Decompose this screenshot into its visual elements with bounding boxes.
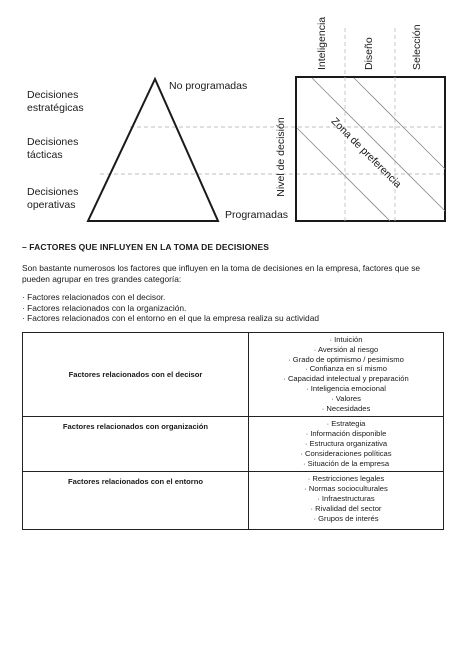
list-item: · Grado de optimismo / pesimismo	[288, 354, 404, 364]
category-cell	[23, 333, 249, 417]
label-line: Decisiones	[27, 136, 79, 148]
list-item: · Grupos de interés	[313, 513, 379, 523]
table-row	[23, 333, 444, 417]
y-axis-label: Nivel de decisión	[275, 117, 287, 197]
list-item: · Necesidades	[321, 403, 371, 413]
label-tactical	[27, 136, 78, 162]
list-item: · Restricciones legales	[307, 474, 385, 484]
label-line: operativas	[27, 199, 76, 211]
label-non-programmed: No programadas	[169, 80, 248, 92]
list-item: · Consideraciones políticas	[300, 448, 392, 458]
list-item: · Confianza en sí mismo	[305, 364, 387, 374]
factors-table	[22, 332, 444, 530]
column-header-2: Selección	[411, 24, 423, 70]
column-header-1: Diseño	[363, 37, 375, 70]
list-item: · Factores relacionados con el entorno en el que la empresa realiza su actividad	[22, 313, 320, 323]
category-label: Factores relacionados con organización	[62, 422, 209, 432]
label-line: tácticas	[27, 149, 63, 161]
list-item: · Estrategia	[326, 419, 366, 429]
column-header-0: Inteligencia	[316, 16, 328, 70]
zone-label: Zona de preferencia	[328, 115, 404, 191]
list-item: · Estructura organizativa	[304, 438, 388, 448]
decision-pyramid	[88, 79, 218, 221]
list-item: · Aversión al riesgo	[313, 344, 379, 354]
intro-line: pueden agrupar en tres grandes categoría:	[22, 273, 182, 284]
items-cell	[249, 472, 444, 530]
list-item: · Información disponible	[305, 429, 387, 439]
label-operational	[27, 186, 78, 212]
category-label: Factores relacionados con el decisor	[68, 370, 203, 380]
list-item: · Normas socioculturales	[304, 484, 388, 494]
intro-line: Son bastante numerosos los factores que influyen en la toma de decisiones en la empresa, factores que se	[22, 263, 421, 273]
list-item: · Rivalidad del sector	[310, 503, 382, 513]
items-cell	[249, 333, 444, 417]
label-line: Decisiones	[27, 186, 79, 198]
category-cell	[23, 472, 249, 530]
list-item: · Intuición	[329, 335, 363, 344]
list-item: · Capacidad intelectual y preparación	[283, 374, 409, 384]
items-cell	[249, 417, 444, 472]
list-item: · Situación de la empresa	[302, 458, 390, 468]
zone-boundary	[312, 78, 445, 211]
list-item: · Factores relacionados con la organización.	[22, 302, 187, 313]
section-title: – FACTORES QUE INFLUYEN EN LA TOMA DE DECISIONES	[22, 242, 270, 252]
category-label: Factores relacionados con el entorno	[67, 477, 204, 487]
label-line: estratégicas	[27, 102, 84, 114]
list-item: · Inteligencia emocional	[306, 383, 386, 393]
label-strategic	[27, 89, 84, 115]
intro-paragraph	[22, 263, 462, 284]
table-row	[23, 417, 444, 472]
list-item: · Valores	[331, 393, 361, 403]
list-item: · Factores relacionados con el decisor.	[22, 292, 166, 302]
bullet-list	[22, 292, 319, 324]
list-item: · Infraestructuras	[317, 493, 375, 503]
label-line: Decisiones	[27, 89, 79, 101]
category-cell	[23, 417, 249, 472]
label-programmed: Programadas	[225, 209, 289, 221]
table-row	[23, 472, 444, 530]
